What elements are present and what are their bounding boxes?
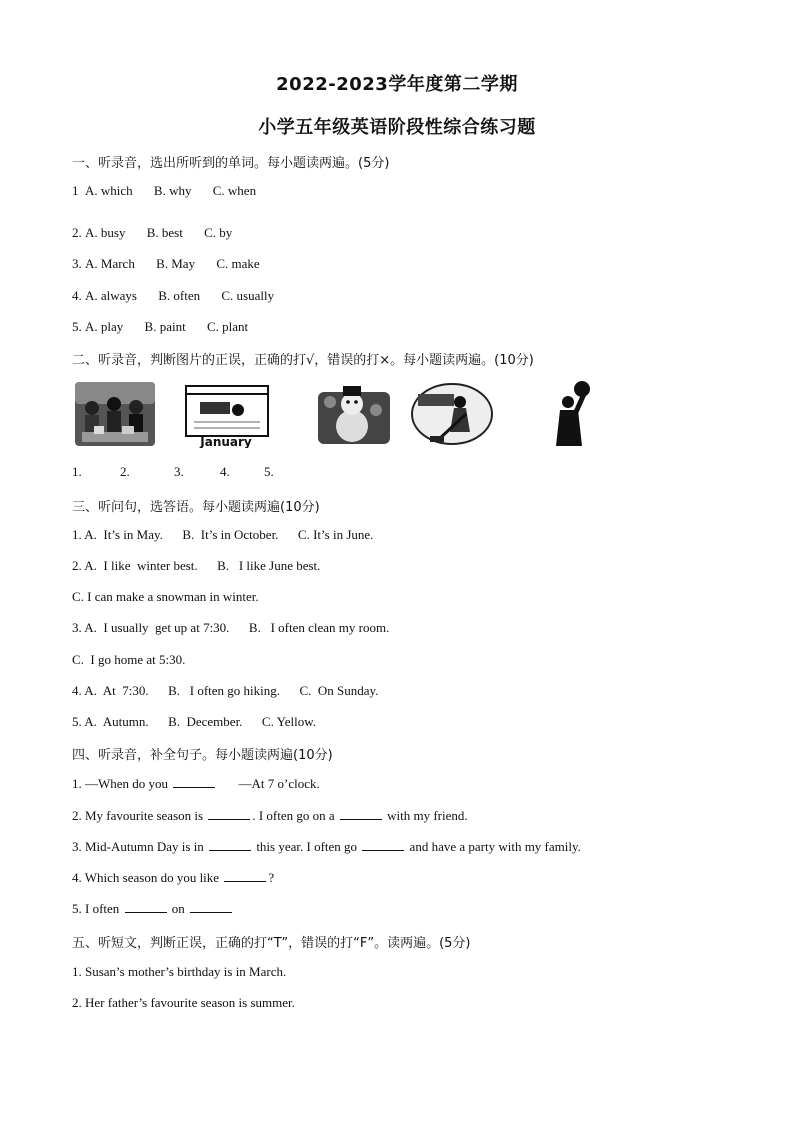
picture-people-group [74,380,156,448]
part1-item-3: 3. A. March B. May C. make [72,256,260,271]
part4-line-1: 1. —When do you —At 7 o’clock. [72,776,320,791]
part2-heading: 二、听录音，判断图片的正误，正确的打√，错误的打×。每小题读两遍。(10分) [72,353,534,368]
part3-line-7: 5. A. Autumn. B. December. C. Yellow. [72,714,316,729]
picture-basketball-player [548,380,600,448]
part3-line-2: 2. A. I like winter best. B. I like June best. [72,558,321,573]
title-year: 2022-2023学年度第二学期 [276,74,518,95]
part3-heading: 三、听问句，选答语。每小题读两遍(10分) [72,500,320,515]
answer-blank[interactable] [340,808,382,820]
part1-item-1: 1 A. which B. why C. when [72,183,257,198]
part4-line-3: 3. Mid-Autumn Day is in this year. I often go and have a party with my family. [72,839,581,854]
answer-blank[interactable] [190,901,232,913]
answer-blank[interactable] [209,839,251,851]
part4-line-2: 2. My favourite season is . I often go on a with my friend. [72,808,468,823]
part1-item-2: 2. A. busy B. best C. by [72,225,233,240]
part1-item-4: 4. A. always B. often C. usually [72,288,275,303]
part3-line-5: C. I go home at 5:30. [72,652,186,667]
part1-item-5: 5. A. play B. paint C. plant [72,319,249,334]
answer-blank[interactable] [173,776,215,788]
part4-heading: 四、听录音，补全句子。每小题读两遍(10分) [72,748,333,763]
calendar-month-label: January [200,435,252,448]
picture-snowman [316,380,392,448]
picture-january-calendar [180,380,272,448]
picture-woman-cleaning [408,380,494,448]
title-exam: 小学五年级英语阶段性综合练习题 [258,117,536,138]
part5-heading: 五、听短文，判断正误，正确的打“T”，错误的打“F”。读两遍。(5分) [72,936,471,951]
answer-blank[interactable] [125,901,167,913]
part5-line-2: 2. Her father’s favourite season is summer. [72,995,295,1010]
part5-line-1: 1. Susan’s mother’s birthday is in March. [72,964,287,979]
answer-blank[interactable] [362,839,404,851]
part3-line-6: 4. A. At 7:30. B. I often go hiking. C. On Sunday. [72,683,379,698]
part3-line-3: C. I can make a snowman in winter. [72,589,259,604]
part2-picture-numbers: 1. 2. 3. 4. 5. [72,464,274,479]
part3-line-1: 1. A. It’s in May. B. It’s in October. C. It’s in June. [72,527,374,542]
part4-line-5: 5. I often on [72,901,234,917]
answer-blank[interactable] [224,870,266,882]
part1-heading: 一、听录音，选出所听到的单词。每小题读两遍。(5分) [72,156,390,171]
part4-line-4: 4. Which season do you like ? [72,870,275,885]
part3-line-4: 3. A. I usually get up at 7:30. B. I often clean my room. [72,620,390,635]
answer-blank[interactable] [208,808,250,820]
